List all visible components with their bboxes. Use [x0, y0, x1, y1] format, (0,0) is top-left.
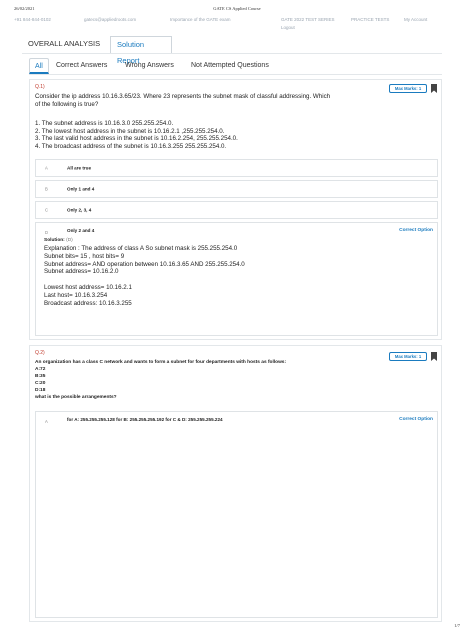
solution-label: [44, 238, 73, 243]
my-account-link[interactable]: My Account: [404, 17, 428, 22]
filter-divider: [29, 74, 442, 75]
statement: 3. The last valid host address in the subnet is 10.16.2.254, 255.255.254.0.: [35, 135, 238, 143]
option-c[interactable]: [35, 201, 438, 219]
print-date: 26/02/2021: [14, 6, 35, 11]
explanation-line: Broadcast address: 10.16.3.255: [44, 299, 132, 307]
correct-option-label: Correct Option: [399, 228, 433, 233]
question-line: C:20: [35, 381, 46, 386]
statement: 2. The lowest host address in the subnet is 10.16.2.1 ,255.255.254.0.: [35, 127, 225, 135]
option-letter: C: [45, 207, 49, 213]
main-tabs: [22, 36, 172, 65]
option-text: Only 2 and 4: [67, 228, 95, 233]
question-text: Consider the ip address 10.16.3.65/23. Where 23 represents the subnet mask of classful addressing. Which of the following is true?: [35, 93, 331, 108]
question-card-1: [29, 79, 442, 340]
explanation-text: [44, 245, 433, 307]
max-marks-badge: Max Marks: 1: [389, 84, 427, 93]
tab-overall-analysis[interactable]: OVERALL ANALYSIS: [28, 39, 101, 48]
option-text: for A: 255.255.255.128 for B: 255.255.255.192 for C & D: 255.255.255.224: [67, 417, 223, 422]
option-b[interactable]: [35, 180, 438, 198]
explanation-line: Last host= 10.16.3.254: [44, 291, 108, 299]
tabs-divider: [22, 53, 442, 54]
top-nav-bar: [14, 15, 460, 35]
explanation-line: Subnet address= AND operation between 10.16.3.65 AND 255.255.254.0: [44, 260, 245, 268]
question-line: D:18: [35, 388, 46, 393]
page-number: 1/7: [454, 623, 460, 628]
explanation-line: Subnet address= 10.16.2.0: [44, 268, 119, 276]
bookmark-icon[interactable]: [431, 352, 437, 361]
filter-tab-correct[interactable]: Correct Answers: [56, 62, 108, 69]
question-text: [35, 359, 415, 401]
phone-link[interactable]: +91 844-844-0102: [14, 17, 51, 22]
option-d[interactable]: [35, 222, 438, 336]
filter-tab-not-attempted[interactable]: Not Attempted Questions: [191, 62, 269, 69]
option-text: All are true: [67, 165, 91, 171]
option-letter: A: [45, 165, 48, 171]
question-number: Q.2): [35, 350, 45, 356]
question-number: Q.1): [35, 84, 45, 90]
question-line: A:72: [35, 367, 46, 372]
option-letter: A: [45, 419, 48, 424]
print-title: GATE CS Applied Course: [213, 6, 261, 11]
filter-tab-all[interactable]: All: [29, 58, 49, 74]
email-link[interactable]: gatecs@appliedroots.com: [84, 17, 137, 22]
explanation-line: Explanation : The address of class A So subnet mask is 255.255.254.0: [44, 245, 238, 252]
option-a[interactable]: [35, 411, 438, 618]
correct-option-label: Correct Option: [399, 417, 433, 422]
option-a[interactable]: [35, 159, 438, 177]
practice-tests-link[interactable]: PRACTICE TESTS: [351, 17, 390, 22]
tab-solution-report[interactable]: Solution Report: [110, 36, 172, 54]
statement: 1. The subnet address is 10.16.3.0 255.255.254.0.: [35, 120, 174, 127]
explanation-line: Lowest host address= 10.16.2.1: [44, 283, 132, 291]
statement: 4. The broadcast address of the subnet is 10.16.3.255 255.255.254.0.: [35, 142, 227, 150]
explanation-line: [44, 276, 433, 284]
question-line: An organization has a class C network and wants to form a subnet for four departments with hosts as follows:: [35, 360, 287, 365]
question-card-2: [29, 345, 442, 622]
bookmark-icon[interactable]: [431, 84, 437, 93]
option-letter: D: [45, 230, 49, 235]
question-line: B:35: [35, 374, 46, 379]
test-series-link[interactable]: GATE 2022 TEST SERIES: [281, 17, 335, 22]
option-text: Only 1 and 4: [67, 186, 95, 192]
solution-title: Solution:: [44, 238, 65, 243]
option-letter: B: [45, 186, 48, 192]
question-line: what is the possible arrangements?: [35, 395, 117, 400]
option-text: Only 2, 3, 4: [67, 207, 92, 213]
filter-tab-wrong[interactable]: Wrong Answers: [125, 62, 174, 69]
logout-link[interactable]: Logout: [281, 25, 295, 30]
importance-link[interactable]: Importance of the GATE exam: [170, 17, 231, 22]
solution-answer: (D): [66, 238, 73, 243]
statement-list: [35, 120, 238, 150]
max-marks-badge: Max Marks: 1: [389, 352, 427, 361]
explanation-line: Subnet bits= 15 , host bits= 9: [44, 252, 125, 260]
